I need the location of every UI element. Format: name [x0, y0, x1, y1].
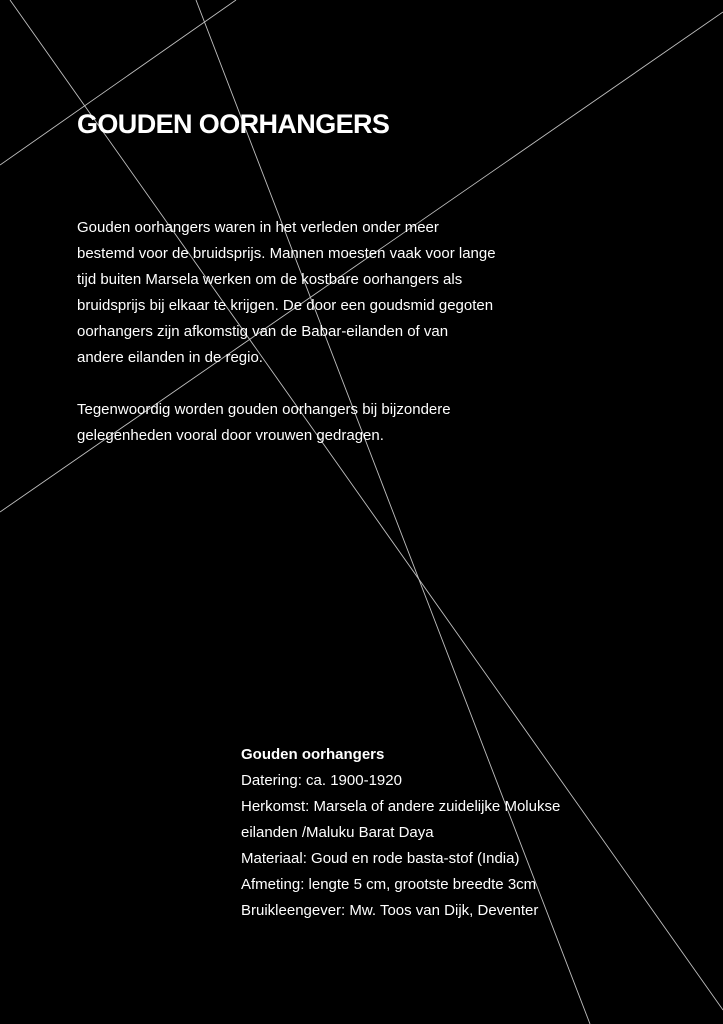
intro-paragraph-1 — [77, 215, 557, 371]
object-origin: Herkomst: Marsela of andere zuidelijke Molukse — [241, 798, 561, 815]
intro-line: gelegenheden vooral door vrouwen gedragen. — [77, 427, 384, 444]
intro-line: andere eilanden in de regio. — [77, 349, 263, 366]
intro-paragraph-2 — [77, 397, 557, 449]
object-lender: Bruikleengever: Mw. Toos van Dijk, Deventer — [241, 902, 539, 919]
intro-line: Tegenwoordig worden gouden oorhangers bij bijzondere — [77, 401, 451, 418]
object-material: Materiaal: Goud en rode basta-stof (India) — [241, 850, 520, 867]
intro-line: Gouden oorhangers waren in het verleden onder meer — [77, 219, 439, 236]
intro-line: bestemd voor de bruidsprijs. Mannen moesten vaak voor lange — [77, 245, 496, 262]
page-title: GOUDEN OORHANGERS — [77, 109, 390, 139]
intro-line: bruidsprijs bij elkaar te krijgen. De door een goudsmid gegoten — [77, 297, 494, 314]
intro-line: oorhangers zijn afkomstig van de Babar-eilanden of van — [77, 323, 449, 340]
intro-line: tijd buiten Marsela werken om de kostbare oorhangers als — [77, 271, 463, 288]
object-origin-continued: eilanden /Maluku Barat Daya — [241, 824, 434, 841]
object-name: Gouden oorhangers — [241, 746, 385, 763]
object-dimensions: Afmeting: lengte 5 cm, grootste breedte 3cm — [241, 876, 537, 893]
object-dating: Datering: ca. 1900-1920 — [241, 772, 402, 789]
object-label — [241, 742, 711, 924]
intro-text — [77, 215, 557, 449]
